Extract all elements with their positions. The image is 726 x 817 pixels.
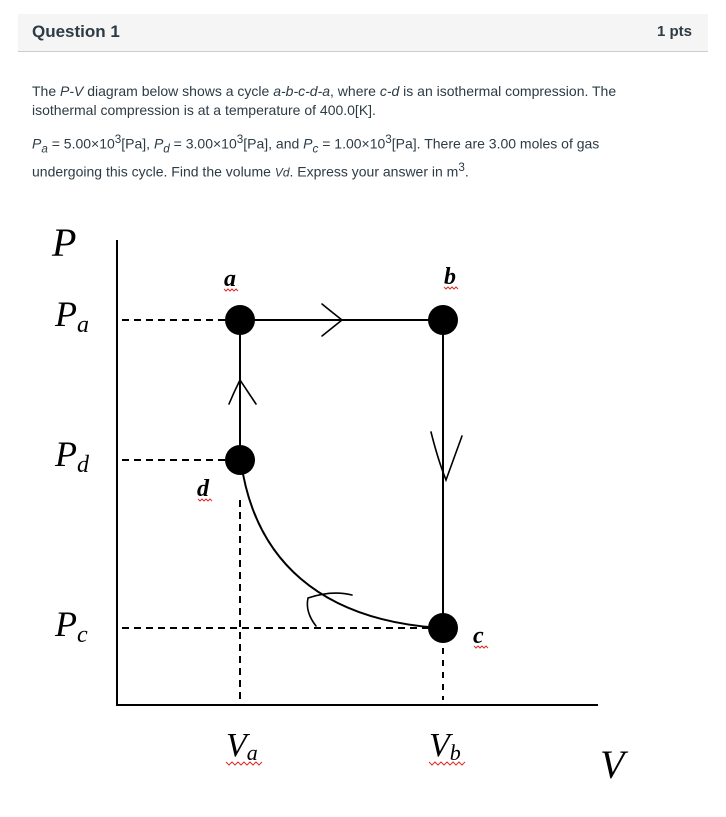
va-label-sub: a [246, 740, 258, 765]
pd-label [54, 434, 90, 478]
intro-text-4: is an isothermal compression. The isothermal compression is at a temperature of 400.0[K]. [32, 83, 617, 118]
vb-label [429, 727, 461, 765]
arrow-up-icon [229, 380, 256, 404]
point-c-dot [428, 613, 458, 643]
point-b-label: b [444, 264, 456, 290]
given-pc-exp: 3 [385, 133, 392, 146]
given-m-exp: 3 [458, 161, 465, 175]
given-pc-symbol: P [303, 135, 313, 152]
path-c-d-isotherm [241, 462, 440, 628]
pa-label [54, 294, 89, 338]
vb-label-main: V [429, 727, 450, 764]
axis-p-label: P [52, 220, 77, 265]
given-pd-sub: d [163, 142, 170, 156]
arrow-down-icon [431, 432, 462, 480]
given-pc-sub: c [312, 142, 319, 156]
given-pc-unit: [Pa]. There are 3.00 moles of gas undergoing this cycle. Find the volume [32, 135, 600, 181]
pa-label-main: P [55, 294, 77, 334]
given-pa-unit: [Pa], [121, 135, 154, 152]
point-a-dot [225, 305, 255, 335]
given-pd-exp: 3 [236, 133, 244, 146]
pd-label-main: P [55, 434, 77, 474]
given-pa-sub: a [41, 142, 48, 156]
given-vd: Vd [274, 166, 290, 181]
question-title: Question 1 [32, 22, 120, 41]
intro-text-1: The [32, 83, 61, 99]
intro-pv: P-V [60, 83, 84, 99]
given-pa-exp: 3 [114, 133, 122, 146]
point-b-dot [428, 305, 458, 335]
given-pd-symbol: P [153, 135, 164, 152]
axis-v-label: V [600, 742, 625, 787]
given-period: . [464, 164, 469, 181]
intro-text-3: , where [330, 83, 380, 99]
va-label-main: V [226, 727, 247, 764]
intro-cd: c-d [379, 83, 400, 99]
intro-cycle: a-b-c-d-a [273, 83, 331, 99]
given-pa-symbol: P [32, 135, 42, 152]
pa-label-sub: a [77, 312, 89, 338]
given-pc-value: = 1.00×10 [318, 135, 386, 152]
question-points: 1 pts [656, 23, 692, 40]
va-label [226, 727, 258, 765]
point-c-label: c [473, 623, 484, 649]
vb-label-sub: b [449, 740, 461, 765]
point-d-label: d [197, 476, 209, 502]
pc-label-sub: c [77, 622, 88, 648]
pd-label-sub: d [77, 452, 89, 478]
point-a-label: a [224, 266, 236, 292]
pc-label [54, 604, 88, 648]
given-pd-value: = 3.00×10 [169, 135, 237, 152]
given-end-text: . Express your answer in m [289, 164, 459, 181]
pc-label-main: P [55, 604, 77, 644]
intro-text-2: diagram below shows a cycle [83, 83, 274, 99]
given-pd-unit: [Pa], and [243, 135, 304, 152]
given-pa-value: = 5.00×10 [47, 135, 115, 152]
point-d-dot [225, 445, 255, 475]
